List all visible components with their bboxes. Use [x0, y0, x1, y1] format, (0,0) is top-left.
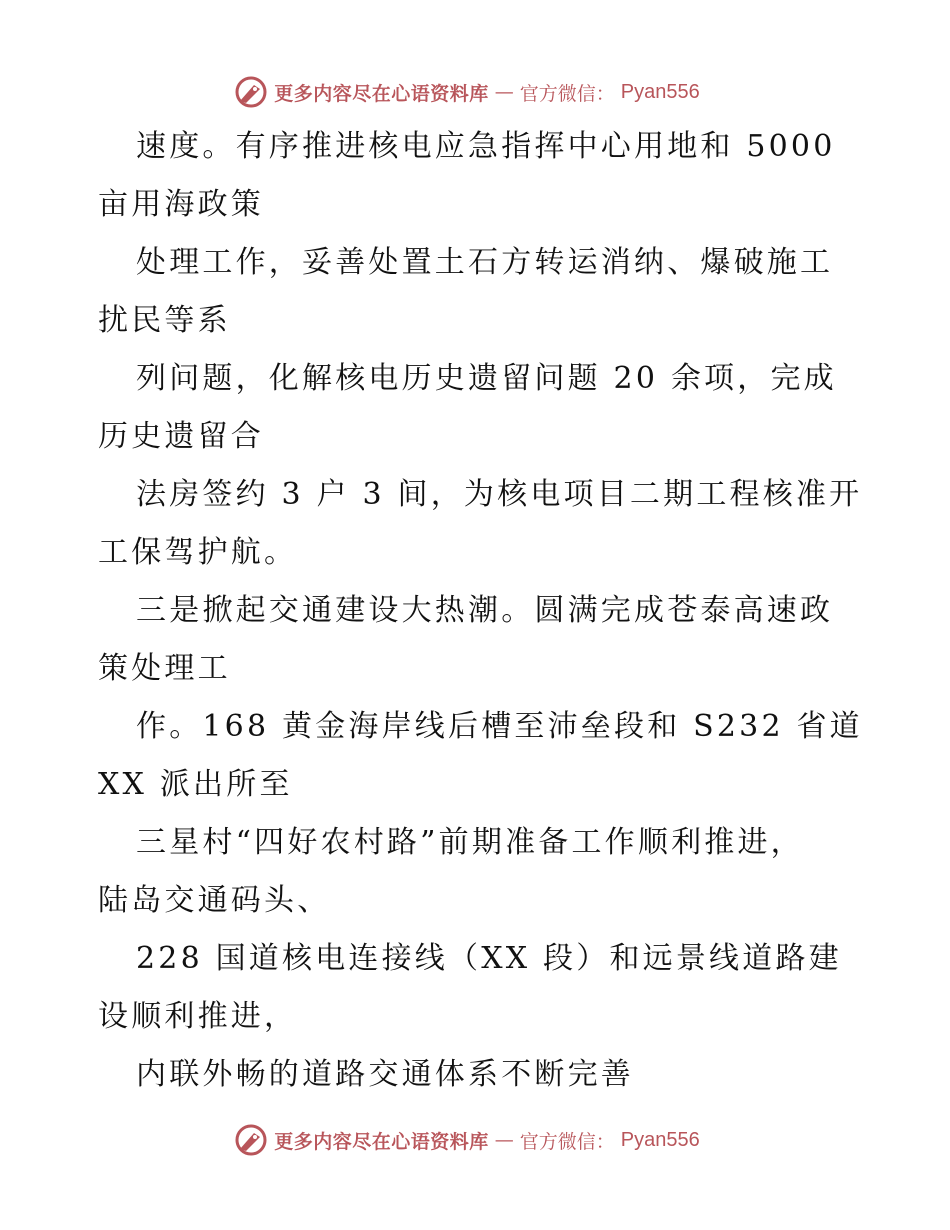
- text-line: 亩用海政策: [98, 187, 264, 222]
- header-banner: [0, 72, 950, 112]
- text-line: 陆岛交通码头、: [98, 883, 331, 918]
- footer-banner-text: 更多内容尽在心语资料库: [274, 1130, 489, 1153]
- text-line: 内联外畅的道路交通体系不断完善: [136, 1057, 634, 1092]
- footer-banner-separator: —: [494, 1129, 514, 1151]
- header-wechat-id: Pyan556: [620, 80, 700, 103]
- footer-banner-content: [234, 1123, 700, 1157]
- text-line: 速度。有序推进核电应急指挥中心用地和 5000: [136, 129, 836, 164]
- header-banner-separator: —: [494, 81, 514, 103]
- header-banner-content: [234, 75, 700, 109]
- text-line: 作。168 黄金海岸线后槽至沛垒段和 S232 省道: [136, 709, 863, 744]
- text-line: 工保驾护航。: [98, 535, 298, 570]
- text-line: 历史遗留合: [98, 419, 264, 454]
- document-body: [98, 118, 863, 1104]
- text-line: 三是掀起交通建设大热潮。圆满完成苍泰高速政: [136, 593, 834, 628]
- text-line: 处理工作，妥善处置土石方转运消纳、爆破施工: [136, 245, 834, 280]
- footer-wechat-id: Pyan556: [620, 1128, 700, 1151]
- pen-nib-logo-icon: [234, 1123, 268, 1157]
- footer-banner: [0, 1120, 950, 1160]
- text-line: 设顺利推进，: [98, 999, 298, 1034]
- text-line: 三星村“四好农村路”前期准备工作顺利推进，: [136, 825, 804, 860]
- text-line: 列问题，化解核电历史遗留问题 20 余项，完成: [136, 361, 837, 396]
- text-line: 策处理工: [98, 651, 231, 686]
- header-banner-label: 官方微信：: [519, 82, 615, 105]
- text-line: XX 派出所至: [98, 767, 293, 802]
- header-banner-text: 更多内容尽在心语资料库: [274, 82, 489, 105]
- text-line: 法房签约 3 户 3 间，为核电项目二期工程核准开: [136, 477, 863, 512]
- pen-nib-logo-icon: [234, 75, 268, 109]
- footer-banner-label: 官方微信：: [519, 1130, 615, 1153]
- text-line: 扰民等系: [98, 303, 231, 338]
- text-line: 228 国道核电连接线（XX 段）和远景线道路建: [136, 941, 842, 976]
